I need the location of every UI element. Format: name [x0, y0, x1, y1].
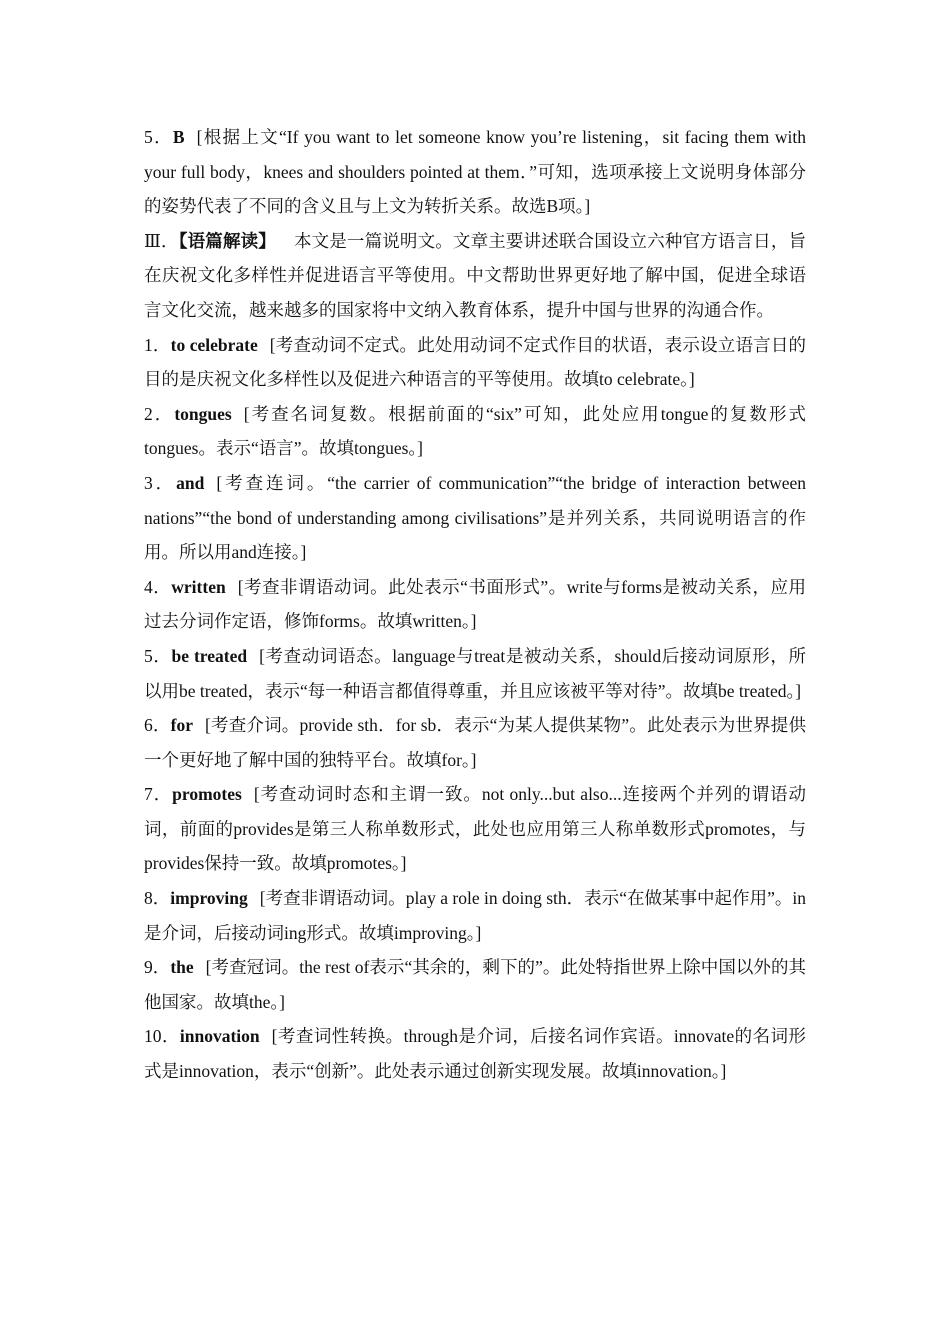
answer-item-8: 8．improving [考查非谓语动词。play a role in doing sth．表示“在做某事中起作用”。in是介词，后接动词ing形式。故填improving。] [144, 888, 806, 943]
answer-item-1: 1．to celebrate [考查动词不定式。此处用动词不定式作目的状语，表示设立语言日的目的是庆祝文化多样性以及促进六种语言的平等使用。故填to celebrate。] [144, 334, 807, 390]
answer-item-b: 5．B [根据上文“If you want to let someone know you’re listening，sit facing them with your full body，knees and shoulders pointed at them．”可知，选项承接上文说明身体部分的姿势代表了不同的含义且与上文为转折关系。故选B项。] [144, 127, 806, 217]
answer-item-4: 4．written [考查非谓语动词。此处表示“书面形式”。write与forms是被动关系，应用过去分词作定语，修饰forms。故填written。] [144, 576, 806, 632]
answer-item-2: 2．tongues [考查名词复数。根据前面的“six”可知，此处应用tongue的复数形式tongues。表示“语言”。故填tongues。] [144, 403, 807, 459]
answer-item-9: 9．the [考查冠词。the rest of表示“其余的，剩下的”。此处特指世界上除中国以外的其他国家。故填the。] [144, 957, 806, 1012]
answer-item-10: 10．innovation [考查词性转换。through是介词，后接名词作宾语。innovate的名词形式是innovation，表示“创新”。此处表示通过创新实现发展。故填innovation。] [144, 1026, 806, 1082]
reading-analysis-section: Ⅲ．【语篇解读】 本文是一篇说明文。文章主要讲述联合国设立六种官方语言日，旨在庆祝文化多样性并促进语言平等使用。中文帮助世界更好地了解中国，促进全球语言文化交流，越来越多的国家将中文纳入教育体系，提升中国与世界的沟通合作。 [144, 230, 806, 320]
answer-item-3: 3．and [考查连词。“the carrier of communication”“the bridge of interaction between nations”“the bond of understanding among civilisations”是并列关系，共同说明语言的作用。所以用and连接。] [144, 472, 807, 563]
answer-item-5: 5．be treated [考查动词语态。language与treat是被动关系，should后接动词原形，所以用be treated，表示“每一种语言都值得尊重，并且应该被平等对待”。故填be treated。] [144, 645, 807, 701]
answer-item-6: 6．for [考查介词。provide sth．for sb．表示“为某人提供某物”。此处表示为世界提供一个更好地了解中国的独特平台。故填for。] [144, 715, 806, 770]
answer-item-7: 7．promotes [考查动词时态和主谓一致。not only...but also...连接两个并列的谓语动词，前面的provides是第三人称单数形式，此处也应用第三人称单数形式promotes，与provides保持一致。故填promotes。] [144, 784, 807, 874]
answer-key-document [144, 120, 806, 1089]
